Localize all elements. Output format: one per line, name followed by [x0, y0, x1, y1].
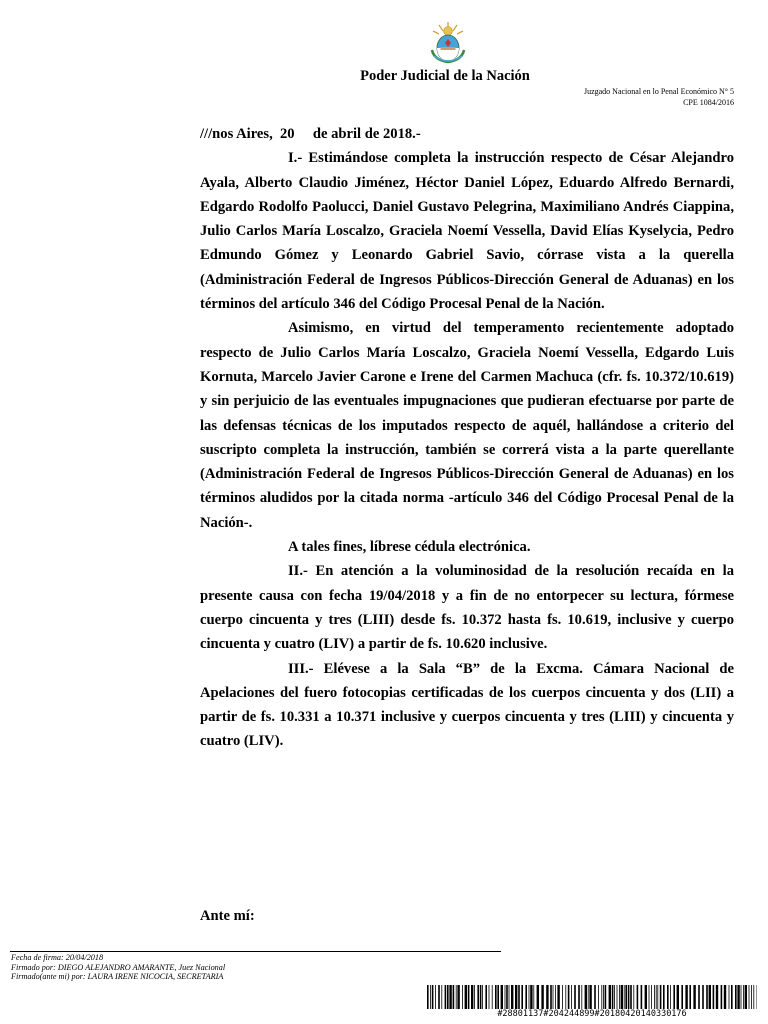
signature-date: Fecha de firma: 20/04/2018: [11, 953, 104, 962]
paragraph-2: Asimismo, en virtud del temperamento recientemente adoptado respecto de Julio Carlos María Loscalzo, Graciela Noemí Vessella, Edgardo Luis Kornuta, Marcelo Javier Carone e Irene del Carmen Machuca (cfr. fs. 10.372/10.619) y sin perjuicio de las eventuales impugnaciones que pudieran efectuarse por parte de las defensas técnicas de los imputados respecto de aquél, hallándose a criterio del suscripto completa la instrucción, también se correrá vista a la parte querellante (Administración Federal de Ingresos Públicos-Dirección General de Aduanas) en los términos aludidos por la citada norma -artículo 346 del Código Procesal Penal de la Nación-.: [200, 320, 734, 531]
signature-judge: Firmado por: DIEGO ALEJANDRO AMARANTE, Juez Nacional: [11, 962, 226, 972]
court-title: Poder Judicial de la Nación: [360, 68, 530, 84]
signature-secretary: Firmado(ante mi) por: LAURA IRENE NICOCIA, SECRETARIA: [11, 972, 224, 982]
signature-block: [11, 953, 225, 982]
barcode-number: #28801137#204244899#20180420140330176: [497, 1009, 687, 1019]
case-number: CPE 1084/2016: [683, 98, 734, 107]
ante-mi-label: Ante mí:: [200, 908, 255, 924]
paragraph-5: III.- Elévese a la Sala “B” de la Excma. Cámara Nacional de Apelaciones del fuero fotocopias certificadas de los cuerpos cincuenta y dos (LII) a partir de fs. 10.331 a 10.371 inclusive y cuerpos cincuenta y tres (LIII) y cincuenta y cuatro (LIV).: [200, 660, 734, 750]
date-line: ///nos Aires, 20 de abril de 2018.-: [200, 126, 421, 142]
coat-of-arms-seal: [428, 20, 468, 64]
resolution-body: [200, 122, 734, 754]
tribunal-name: Juzgado Nacional en lo Penal Económico N° 5: [583, 87, 734, 96]
barcode: [427, 985, 757, 1009]
paragraph-4: II.- En atención a la voluminosidad de la resolución recaída en la presente causa con fecha 19/04/2018 y a fin de no entorpecer su lectura, fórmese cuerpo cincuenta y tres (LIII) desde fs. 10.372 hasta fs. 10.619, inclusive y cuerpo cincuenta y cuatro (LIV) a partir de fs. 10.620 inclusive.: [200, 563, 734, 653]
signature-divider: [10, 951, 501, 952]
paragraph-1: I.- Estimándose completa la instrucción respecto de César Alejandro Ayala, Alberto Claudio Jiménez, Héctor Daniel López, Eduardo Alfredo Bernardi, Edgardo Rodolfo Paolucci, Daniel Gustavo Pelegrina, Maximiliano Andrés Ciappina, Julio Carlos María Loscalzo, Graciela Noemí Vessella, David Elías Kyselycia, Pedro Edmundo Gómez y Leonardo Gabriel Savio, córrase vista a la querella (Administración Federal de Ingresos Públicos-Dirección General de Aduanas) en los términos del artículo 346 del Código Procesal Penal de la Nación.: [200, 150, 734, 313]
paragraph-3: A tales fines, líbrese cédula electrónica.: [288, 539, 531, 556]
